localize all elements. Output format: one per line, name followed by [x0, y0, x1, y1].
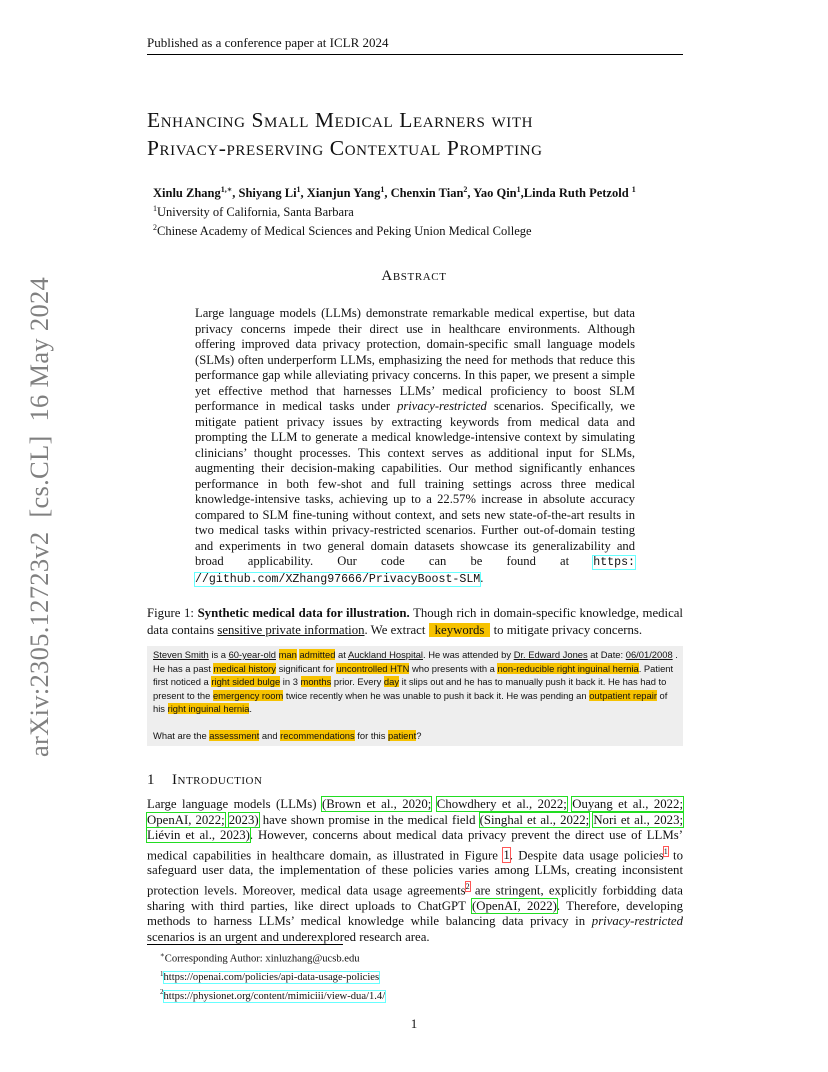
- author-name: Xinlu Zhang: [153, 186, 221, 201]
- figure-ref-link[interactable]: 1: [503, 847, 510, 862]
- affiliation: [153, 220, 713, 239]
- page-number: 1: [410, 1016, 418, 1031]
- intro-text: to safeguard user data, the implementation of these policies varies among LLMs, creating inconsistent protection levels. Moreover, medical data usage agreements: [147, 847, 684, 898]
- running-header: Published as a conference paper at ICLR 2024: [147, 35, 683, 55]
- citation-link[interactable]: Nori et al., 2023;: [593, 812, 684, 827]
- intro-italic: privacy-restricted: [591, 914, 683, 929]
- figure-caption-text: . We extract: [364, 623, 429, 637]
- footnote: [160, 985, 680, 1004]
- citation-link[interactable]: Liévin et al., 2023): [147, 828, 250, 842]
- figure-caption-bold: Synthetic medical data for illustration.: [197, 606, 410, 620]
- footnote-text: Corresponding Author: xinluzhang@ucsb.edu: [164, 953, 360, 965]
- section-number: 1: [147, 772, 155, 788]
- citation-link[interactable]: Chowdhery et al., 2022;: [436, 797, 567, 811]
- question-text: ?: [416, 729, 422, 741]
- footnote: [160, 967, 680, 986]
- figure-medical-note: [153, 648, 680, 743]
- author-sup: 1: [380, 185, 385, 194]
- author-sup: 1: [516, 185, 521, 194]
- footnote-link[interactable]: https://openai.com/policies/api-data-usage-policies: [163, 972, 380, 984]
- citation-link[interactable]: OpenAI, 2022;: [147, 812, 225, 827]
- author-sup: 1: [296, 185, 301, 194]
- intro-text: . Despite data usage policies: [509, 847, 664, 862]
- abstract-end: .: [480, 570, 484, 585]
- affiliation-sup: 1: [153, 204, 157, 214]
- intro-text: scenarios is an urgent and underexplored research area.: [147, 929, 430, 944]
- medical-question: [153, 729, 680, 743]
- author-name: Xianjun Yang: [306, 186, 381, 201]
- question-keyword: patient: [388, 729, 417, 741]
- citation-link[interactable]: Ouyang et al., 2022;: [572, 797, 683, 811]
- author-block: [153, 182, 713, 239]
- affiliation-text: University of California, Santa Barbara: [157, 205, 354, 220]
- abstract-text: scenarios. Specifically, we mitigate patient privacy issues by extracting keywords from medical data and prompting the LLM to generate a medical knowledge-intensive context by simulating clinicians’ thought processes. This context serves as additional input for SLMs, augmenting their decision-making capabilities. Our method significantly enhances performance in both few-shot and full training settings across three medical knowledge-intensive tasks, achieving up to a 22.57% increase in absolute accuracy compared to SLM fine-tuning without context, and sets new state-of-the-art results in two medical tasks within privacy-restricted scenarios. Further out-of-domain testing and experiments in two general domain datasets showcase its generalizability and broad applicability. Our code can be found at: [195, 399, 635, 568]
- code-link[interactable]: https:: [593, 556, 635, 569]
- author-sup: 2: [463, 185, 468, 194]
- footnote-ref-link[interactable]: 1: [663, 846, 668, 856]
- question-keyword: recommendations: [280, 729, 355, 741]
- abstract-heading: Abstract: [381, 268, 447, 284]
- figure-caption-text: to mitigate privacy concerns.: [490, 623, 643, 637]
- author-sup: 1: [631, 185, 636, 194]
- author-name: Yao Qin: [473, 186, 517, 201]
- question-text: and: [259, 729, 281, 741]
- footnote: [160, 948, 680, 967]
- author-name: Linda Ruth Petzold: [523, 186, 629, 201]
- abstract-italic: privacy-restricted: [397, 399, 487, 413]
- footnote-sup: ∗: [160, 951, 165, 959]
- author-name: Shiyang Li: [238, 186, 297, 201]
- intro-text: have shown promise in the medical field: [258, 812, 480, 827]
- question-keyword: assessment: [209, 729, 260, 741]
- figure-caption-underlined: sensitive private information: [217, 623, 365, 637]
- footnote-sup: 2: [160, 988, 164, 997]
- paper-title: [147, 106, 707, 162]
- figure-label: Figure 1:: [147, 606, 198, 620]
- intro-text: Large language models (LLMs): [147, 797, 322, 811]
- figure-caption: [147, 605, 683, 639]
- citation-link[interactable]: (OpenAI, 2022): [472, 898, 557, 913]
- intro-paragraph: [147, 797, 683, 945]
- figure-caption-text: Though rich in domain-specific knowledge, medical data contains: [147, 606, 683, 637]
- question-text: What are the: [153, 729, 210, 741]
- footnote-link[interactable]: https://physionet.org/content/mimiciii/view-dua/1.4/: [163, 990, 386, 1002]
- intro-text: are stringent, explicitly forbidding data sharing with third parties, like direct uploads to ChatGPT: [147, 883, 683, 913]
- footnote-rule: [147, 944, 343, 945]
- intro-text: . However, concerns about medical data privacy prevent the direct use of LLMs’ medical capabilities in healthcare domain, as illustrated in Figure: [147, 828, 683, 862]
- section-title: Introduction: [172, 772, 263, 788]
- author-names: Xinlu Zhang$^{1,∗}$, Shiyang Li$^1$, Xianjun Yang$^1$, Chenxin Tian$^2$, Yao Qin$^1$,Linda Ruth Petzold $^1$: [153, 185, 636, 201]
- affiliation-text: Chinese Academy of Medical Sciences and Peking Union Medical College: [157, 224, 532, 239]
- affiliation-sup: 2: [153, 223, 157, 233]
- citation-link[interactable]: 2023): [228, 812, 259, 827]
- title-line-2: Privacy-preserving Contextual Prompting: [147, 136, 543, 160]
- author-sup: 1,∗: [220, 185, 233, 194]
- citation-link[interactable]: (Brown et al., 2020;: [321, 797, 432, 811]
- citation-link[interactable]: (Singhal et al., 2022;: [479, 812, 590, 827]
- footnote-ref-link[interactable]: 2: [465, 881, 470, 891]
- affiliation: [153, 201, 713, 220]
- title-line-1: Enhancing Small Medical Learners with: [147, 108, 534, 132]
- section-heading: [147, 772, 262, 789]
- keywords-highlight: keywords: [429, 623, 491, 637]
- question-text: for this: [354, 729, 389, 741]
- medical-note-text: Steven Smith is a 60-year-old man admitted at Auckland Hospital. He was attended by Dr. Edward Jones at Date: 06/01/2008 . He has a past medical history significant for uncontrolled HTN who presents with a non-reducible right inguinal hernia. Patient first noticed a right sided bulge in 3 months prior. Every day it slips out and he has to manually push it back it. He has had to present to the emergency room twice recently when he was unable to push it back it. He was pending an outpatient repair of his right inguinal hernia.: [153, 649, 678, 715]
- intro-text: . Therefore, developing methods to harness LLMs’ medical knowledge while balancing data privacy in: [147, 898, 684, 929]
- code-link[interactable]: //github.com/XZhang97666/PrivacyBoost-SLM: [195, 572, 481, 586]
- arxiv-stamp: arXiv:2305.12723v2 [cs.CL] 16 May 2024: [24, 276, 54, 757]
- abstract-text: Large language models (LLMs) demonstrate remarkable medical expertise, but data privacy concerns impede their direct use in healthcare environments. Although offering improved data privacy protection, domain-specific small language models (SLMs) often underperform LLMs, emphasizing the need for methods that reduce this performance gap while alleviating privacy concerns. In this paper, we present a simple yet effective method that harnesses LLMs’ medical proficiency to boost SLM performance in medical tasks under: [195, 306, 635, 413]
- abstract-body: [195, 306, 635, 587]
- footnotes: [160, 948, 680, 1004]
- footnote-sup: 1: [160, 969, 164, 978]
- author-name: Chenxin Tian: [390, 186, 464, 201]
